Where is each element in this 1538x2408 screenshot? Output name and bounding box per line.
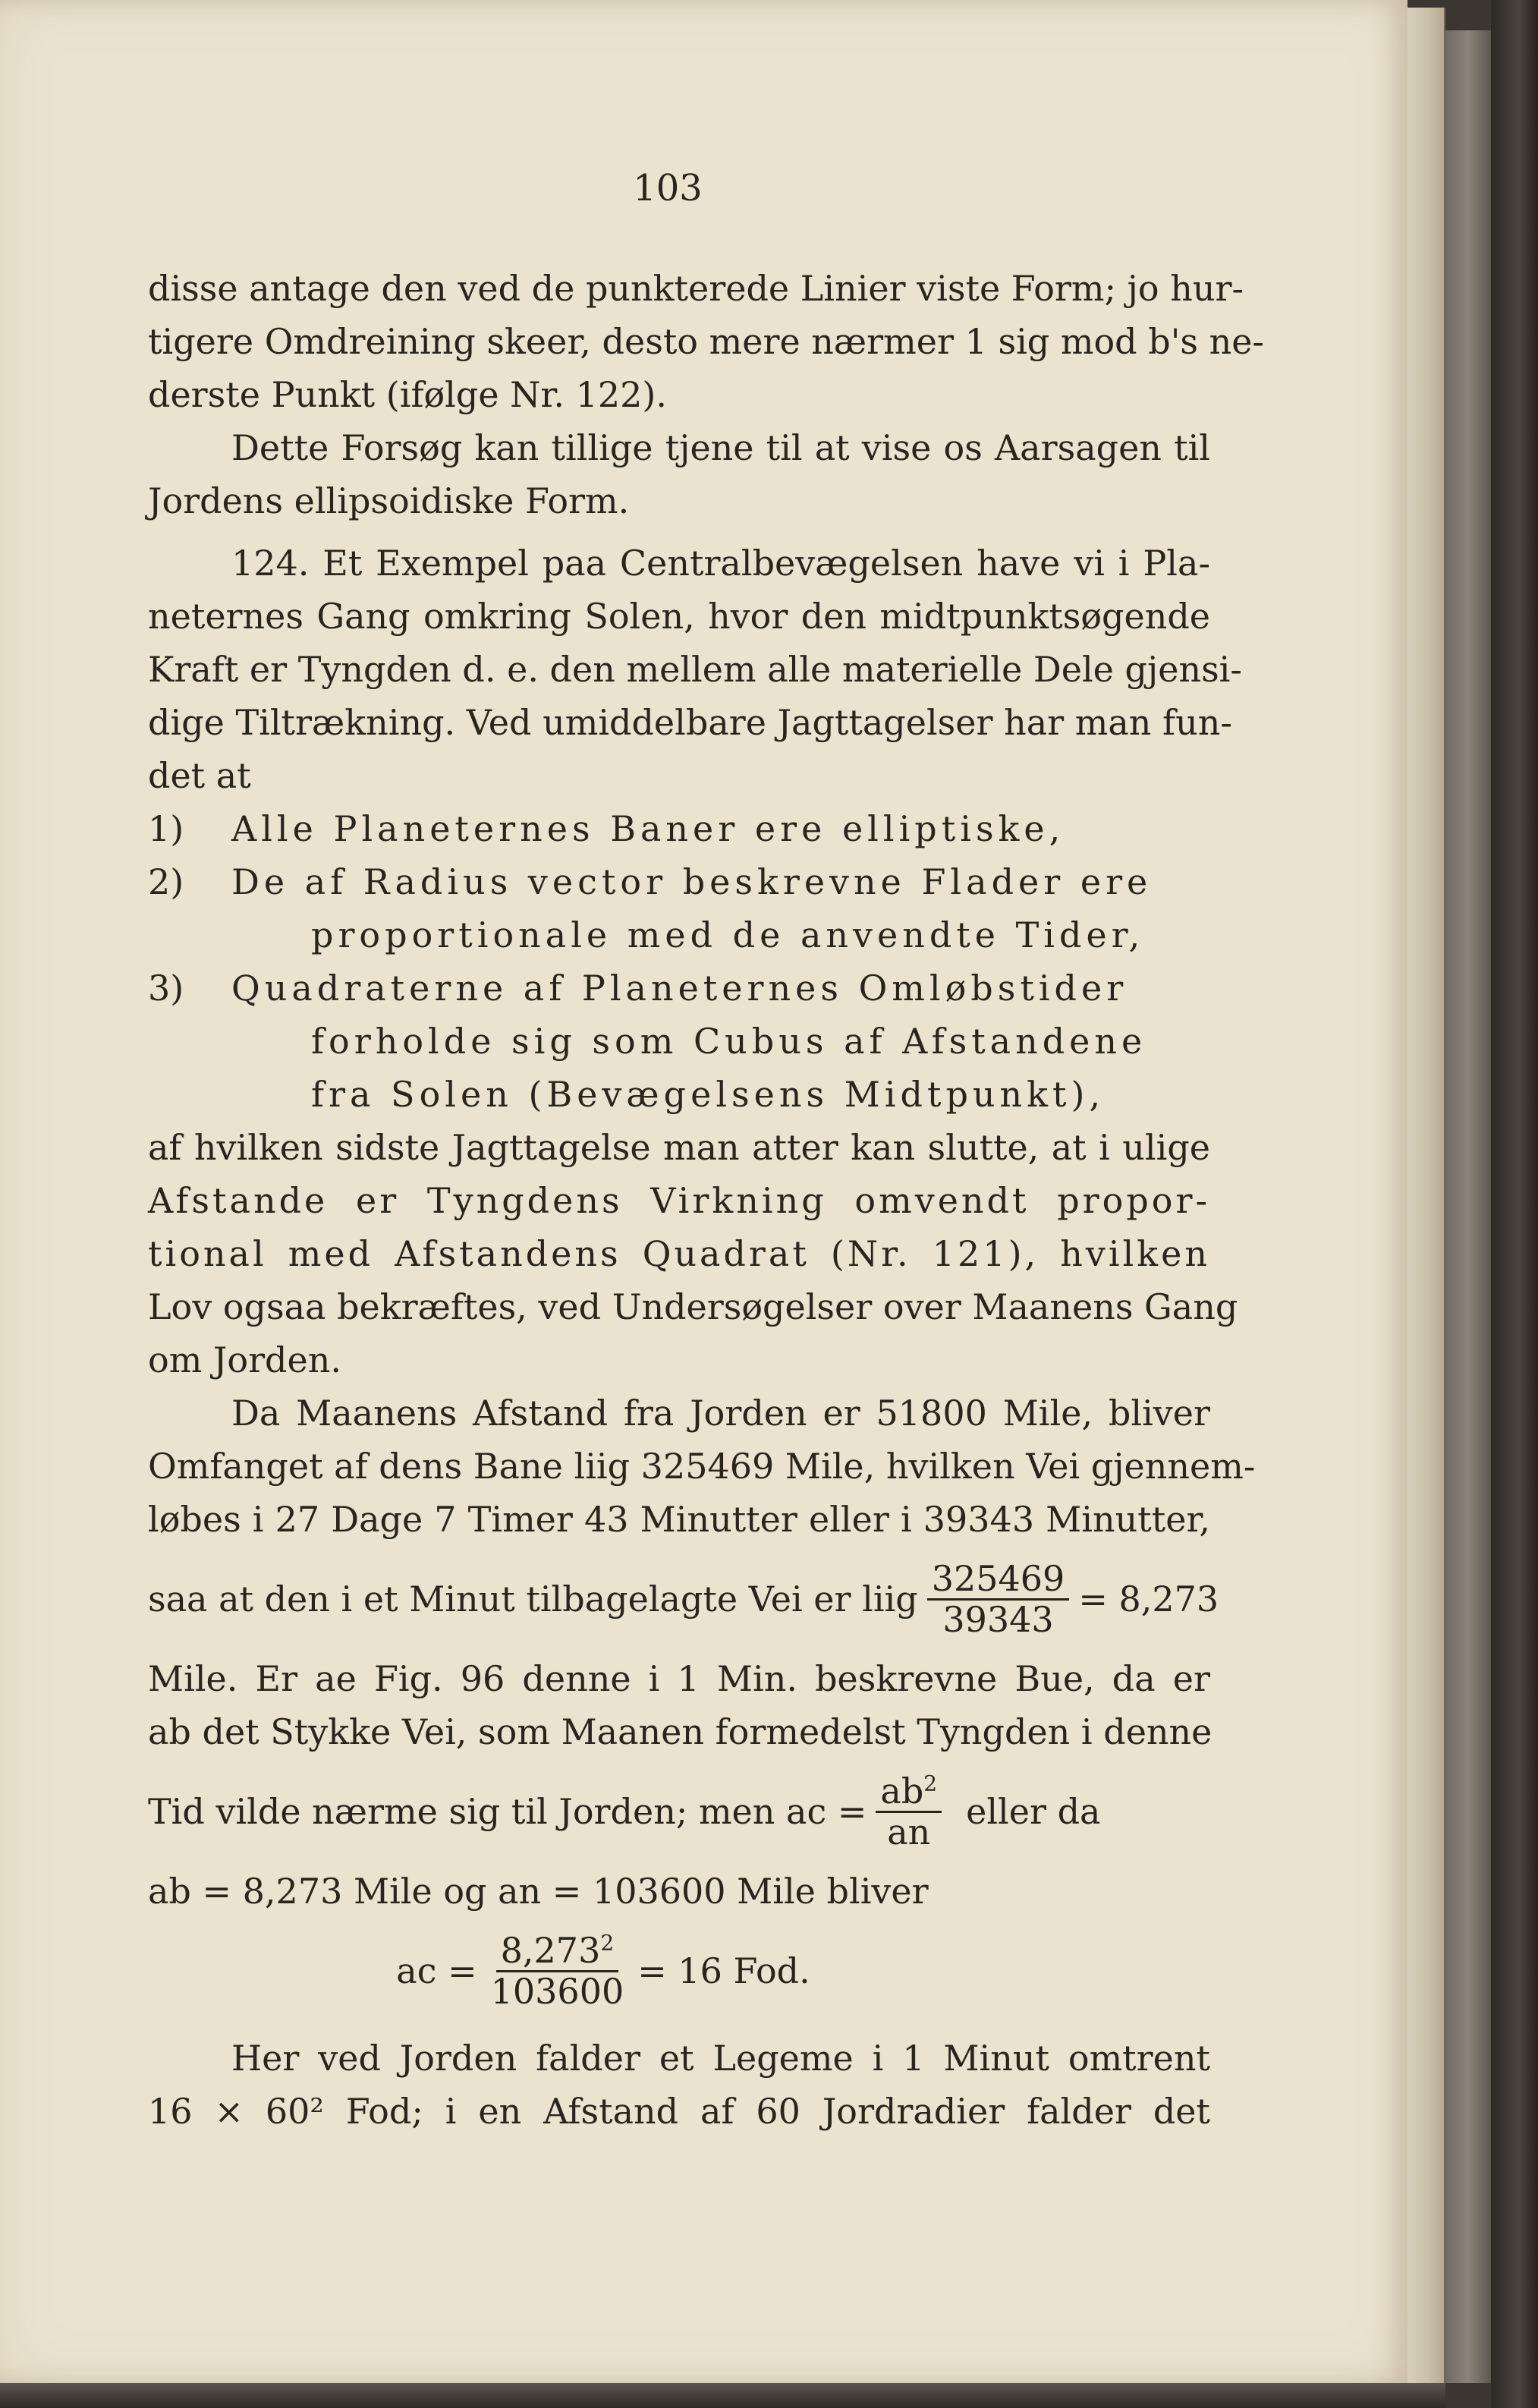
text-line: ab det Stykke Vei, som Maanen formedelst Tyngden i denne <box>148 1711 1212 1752</box>
text-line: Mile. Er ae Fig. 96 denne i 1 Min. beskrevne Bue, da er <box>148 1658 1210 1699</box>
equation-text: eller da <box>966 1791 1101 1832</box>
fraction <box>876 1772 942 1851</box>
fraction-denominator: an <box>887 1811 931 1852</box>
text-line: tigere Omdreining skeer, desto mere nærmer 1 sig mod b's ne- <box>148 321 1264 362</box>
equation-ac <box>148 1758 1210 1865</box>
text-line: Kraft er Tyngden d. e. den mellem alle materielle Dele gjensi- <box>148 649 1242 690</box>
page-edges <box>1407 8 1445 2383</box>
list-number: 1) <box>148 808 184 849</box>
text-line: Afstande er Tyngdens Virkning omvendt propor- <box>148 1180 1210 1221</box>
fraction-numerator: 325469 <box>927 1560 1070 1601</box>
text-line: 16 × 60² Fod; i en Afstand af 60 Jordradier falder det <box>148 2091 1210 2132</box>
list-continuation: fra Solen (Bevægelsens Midtpunkt), <box>311 1074 1106 1115</box>
text-line: disse antage den ved de punkterede Linier viste Form; jo hur- <box>148 268 1244 309</box>
text-line: Lov ogsaa bekræftes, ved Undersøgelser over Maanens Gang <box>148 1286 1238 1327</box>
text-line: Jordens ellipsoidiske Form. <box>148 480 630 521</box>
equation-result: = 8,273 <box>1078 1579 1219 1619</box>
list-continuation: proportionale med de anvendte Tider, <box>311 914 1145 955</box>
list-item <box>148 802 1210 855</box>
text-line: dige Tiltrækning. Ved umiddelbare Jagttagelser har man fun- <box>148 702 1232 743</box>
fraction-numerator <box>876 1772 942 1813</box>
equation-text: ac = <box>396 1950 477 1991</box>
fraction-denominator: 103600 <box>490 1970 624 2012</box>
numerator-base: ab <box>880 1770 924 1812</box>
list-item <box>148 962 1210 1015</box>
equation-text: Tid vilde nærme sig til Jorden; men ac = <box>148 1791 867 1832</box>
text-line: af hvilken sidste Jagttagelse man atter kan slutte, at i ulige <box>148 1127 1210 1168</box>
fraction-denominator: 39343 <box>942 1598 1054 1640</box>
fraction-numerator <box>496 1931 619 1972</box>
text-line: Omfanget af dens Bane liig 325469 Mile, hvilken Vei gjennem- <box>148 1446 1256 1487</box>
section-124-start: 124. Et Exempel paa Centralbevægelsen have vi i Pla- <box>231 543 1210 584</box>
list-number: 2) <box>148 861 184 902</box>
list-text: De af Radius vector beskrevne Flader ere <box>231 861 1153 902</box>
text-line: om Jorden. <box>148 1339 341 1380</box>
text-line: tional med Afstandens Quadrat (Nr. 121), hvilken <box>148 1233 1210 1274</box>
fraction <box>486 1931 629 2010</box>
fraction <box>927 1557 1070 1640</box>
text-line: derste Punkt (ifølge Nr. 122). <box>148 374 667 415</box>
text-line: løbes i 27 Dage 7 Timer 43 Minutter eller i 39343 Minutter, <box>148 1499 1210 1540</box>
book-spine-edge <box>1445 30 1491 2383</box>
bottom-shadow <box>0 2383 1445 2408</box>
text-line: Dette Forsøg kan tillige tjene til at vise os Aarsagen til <box>231 427 1210 468</box>
equation-result-fod <box>148 1918 1210 2024</box>
list-continuation: forholde sig som Cubus af Afstandene <box>311 1021 1147 1062</box>
text-line: neternes Gang omkring Solen, hvor den midtpunktsøgende <box>148 596 1210 637</box>
numerator-base: 8,273 <box>500 1929 601 1971</box>
equation-text: = 16 Fod. <box>637 1950 810 1991</box>
list-text: Alle Planeternes Baner ere elliptiske, <box>231 808 1065 849</box>
exponent: 2 <box>600 1930 615 1956</box>
page-number: 103 <box>633 167 703 209</box>
equation-velocity <box>148 1546 1219 1652</box>
body-text <box>148 262 1264 2138</box>
book-cover <box>1491 0 1538 2408</box>
list-item <box>148 855 1210 908</box>
list-number: 3) <box>148 968 184 1009</box>
equation-text: saa at den i et Minut tilbagelagte Vei er liig <box>148 1579 918 1619</box>
list-text: Quadraterne af Planeternes Omløbstider <box>231 968 1128 1009</box>
exponent: 2 <box>923 1771 938 1796</box>
text-line: Da Maanens Afstand fra Jorden er 51800 Mile, bliver <box>231 1393 1210 1434</box>
text-line: det at <box>148 755 251 796</box>
equation-values: ab = 8,273 Mile og an = 103600 Mile bliver <box>148 1871 929 1912</box>
text-line: Her ved Jorden falder et Legeme i 1 Minut omtrent <box>231 2038 1210 2079</box>
